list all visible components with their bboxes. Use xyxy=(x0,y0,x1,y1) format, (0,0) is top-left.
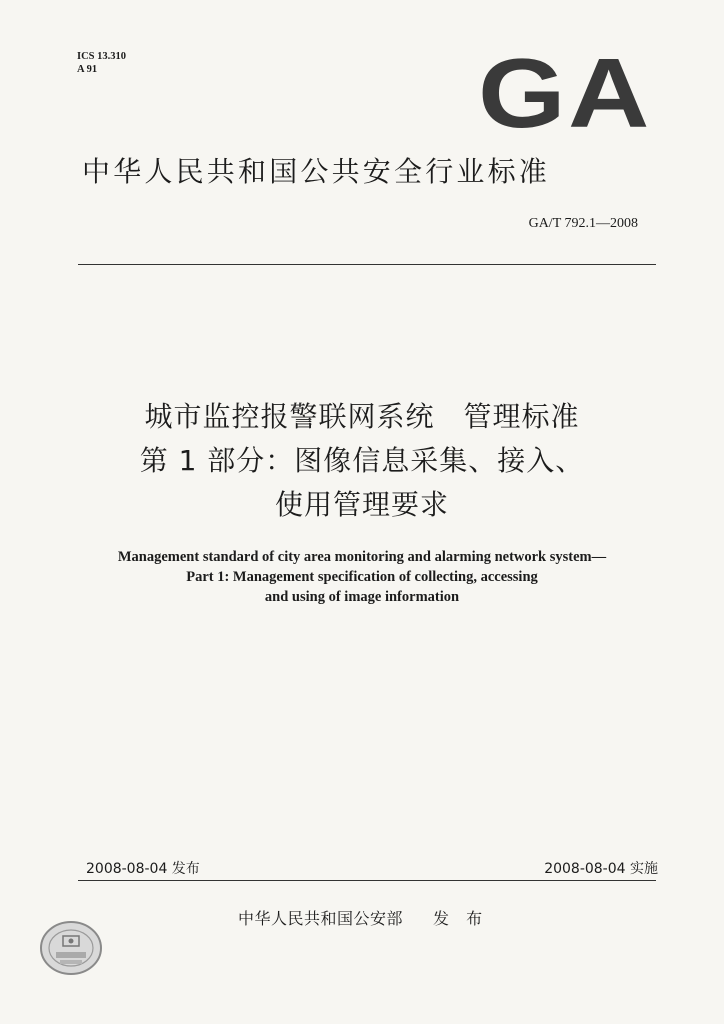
chinese-title-line-2: 第 1 部分：图像信息采集、接入、 xyxy=(139,444,585,477)
chinese-title-line-3: 使用管理要求 xyxy=(274,488,449,521)
footer-divider xyxy=(78,880,656,881)
standard-number: GA/T 792.1—2008 xyxy=(528,216,638,231)
implement-date: 2008-08-04 实施 xyxy=(544,861,658,877)
header-divider xyxy=(78,264,656,265)
english-title xyxy=(0,547,724,607)
ics-code: ICS 13.310 xyxy=(77,51,127,62)
english-title-line-1: Management standard of city area monitoring and alarming network system— xyxy=(117,549,607,565)
chinese-title-line-1: 城市监控报警联网系统 管理标准 xyxy=(144,400,580,433)
ccs-class: A 91 xyxy=(77,64,98,75)
issue-date: 2008-08-04 发布 xyxy=(86,861,200,877)
english-title-line-3: and using of image information xyxy=(264,589,460,605)
english-title-line-2: Part 1: Management specification of collecting, accessing xyxy=(186,569,538,585)
ics-classification xyxy=(77,50,126,76)
chinese-title xyxy=(0,395,724,527)
ga-logo: GA xyxy=(478,38,652,148)
seal-stamp-icon xyxy=(36,918,106,978)
org-title: 中华人民共和国公共安全行业标准 xyxy=(82,155,551,188)
issuer-line xyxy=(238,906,488,929)
issuer-action: 发 布 xyxy=(433,909,489,928)
issuer-name: 中华人民共和国公安部 xyxy=(238,909,404,928)
